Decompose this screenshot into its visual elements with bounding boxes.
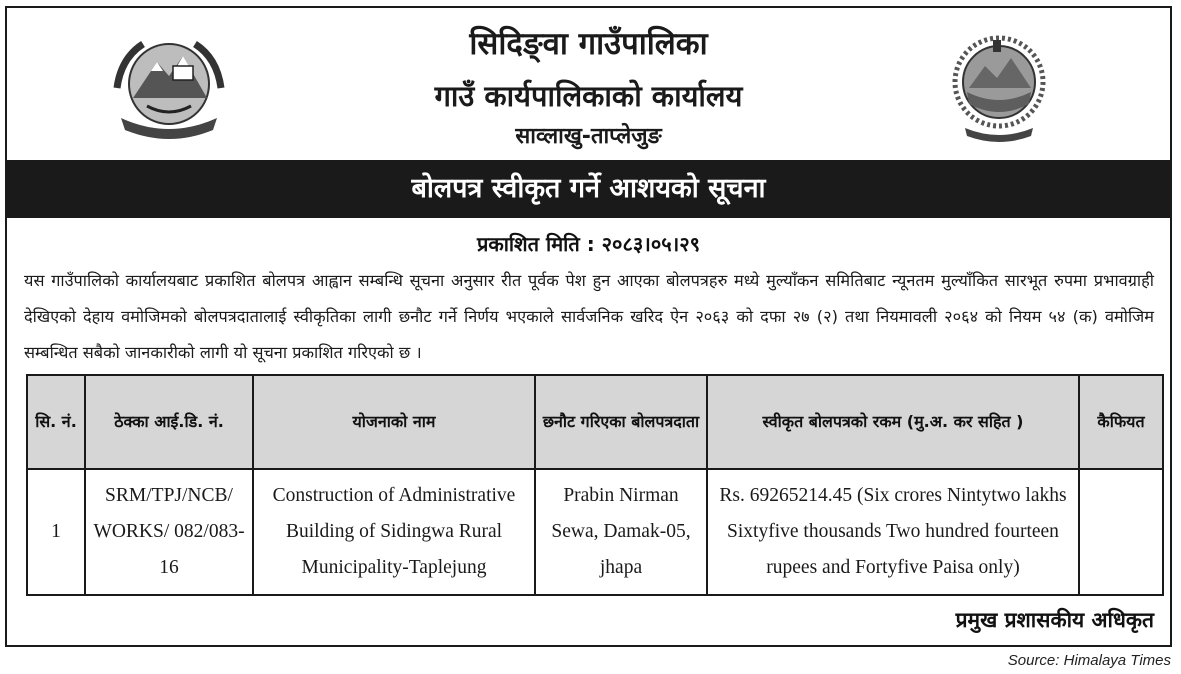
cell-contract-id: SRM/TPJ/NCB/ WORKS/ 082/083-16	[85, 469, 253, 595]
table-header-row	[27, 375, 1163, 469]
table-row	[27, 469, 1163, 595]
notice-frame	[5, 6, 1172, 647]
cell-sn: 1	[27, 469, 85, 595]
notice-title-banner: बोलपत्र स्वीकृत गर्ने आशयको सूचना	[7, 160, 1170, 218]
cell-project-name: Construction of Administrative Building of Sidingwa Rural Municipality-Taplejung	[253, 469, 535, 595]
cell-remarks	[1079, 469, 1163, 595]
source-credit: Source: Himalaya Times	[1007, 652, 1171, 669]
office-address: साव्लाखु-ताप्लेजुङ	[515, 124, 662, 149]
cell-amount: Rs. 69265214.45 (Six crores Nintytwo lakhs Sixtyfive thousands Two hundred fourteen rupees and Fortyfive Paisa only)	[707, 469, 1079, 595]
signatory-title: प्रमुख प्रशासकीय अधिकृत	[955, 608, 1154, 632]
col-header-contract-id: ठेक्का आई.डि. नं.	[85, 375, 253, 469]
published-date: प्रकाशित मिति : २०८३।०५।२९	[476, 232, 701, 256]
col-header-amount: स्वीकृत बोलपत्रको रकम (मु.अ. कर सहित )	[707, 375, 1079, 469]
selected-bid-table	[26, 374, 1164, 596]
notice-body-text: यस गाउँपालिको कार्यालयबाट प्रकाशित बोलपत्र आह्वान सम्बन्धि सूचना अनुसार रीत पूर्वक पेश हुन आएका बोलपत्रहरु मध्ये मुल्याँकन समितिबाट न्यूनतम मुल्याँकित सारभूत रुपमा प्रभावग्राही देखिएको देहाय वमोजिमको बोलपत्रदातालाई स्वीकृतिका लागी छनौट गर्ने निर्णय भएकाले सार्वजनिक खरिद ऐन २०६३ को दफा २७ (२) तथा नियमावली २०६४ को नियम ५४ (क) वमोजिम सम्बन्धित सबैको जानकारीको लागी यो सूचना प्रकाशित गरिएको छ ।	[24, 271, 1154, 362]
office-name: गाउँ कार्यपालिकाको कार्यालय	[434, 79, 743, 113]
cell-bidder: Prabin Nirman Sewa, Damak-05, jhapa	[535, 469, 707, 595]
col-header-bidder: छनौट गरिएका बोलपत्रदाता	[535, 375, 707, 469]
col-header-remarks: कैफियत	[1079, 375, 1163, 469]
notice-header	[7, 8, 1170, 158]
col-header-project-name: योजनाको नाम	[253, 375, 535, 469]
municipality-name: सिदिङ्वा गाउँपालिका	[469, 26, 708, 62]
col-header-sn: सि. नं.	[27, 375, 85, 469]
